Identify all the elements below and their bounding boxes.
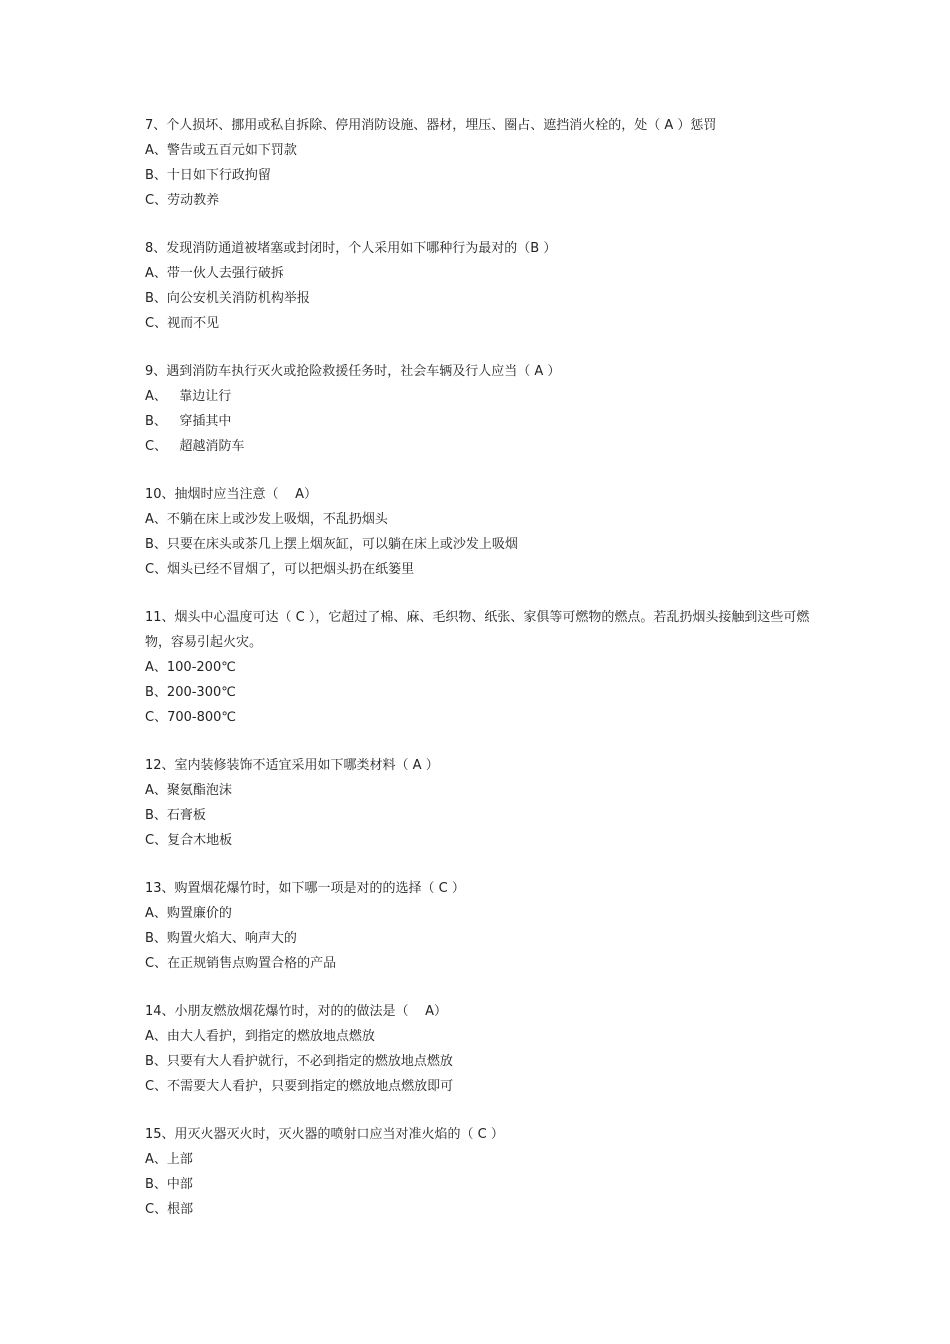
question-stem: 8、发现消防通道被堵塞或封闭时，个人采用如下哪种行为最对的（B ） [145,241,557,256]
question-stem: 15、用灭火器灭火时，灭火器的喷射口应当对准火焰的（ C ） [145,1127,504,1142]
option-c: C、 超越消防车 [145,439,245,454]
option-a: A、购置廉价的 [145,906,232,921]
document-page [145,113,825,1245]
option-a: A、不躺在床上或沙发上吸烟，不乱扔烟头 [145,512,388,527]
option-b: B、购置火焰大、响声大的 [145,931,297,946]
option-c: C、烟头已经不冒烟了，可以把烟头扔在纸篓里 [145,562,415,577]
option-c: C、根部 [145,1202,194,1217]
option-b: B、只要有大人看护就行，不必到指定的燃放地点燃放 [145,1054,453,1069]
question-9 [145,359,825,459]
question-15 [145,1122,825,1222]
option-b: B、 穿插其中 [145,414,232,429]
question-10 [145,482,825,582]
question-13 [145,876,825,976]
question-stem: 12、室内装修装饰不适宜采用如下哪类材料（ A ） [145,758,439,773]
option-b: B、向公安机关消防机构举报 [145,291,310,306]
option-a: A、100-200℃ [145,660,236,675]
option-a: A、带一伙人去强行破拆 [145,266,284,281]
option-c: C、在正规销售点购置合格的产品 [145,956,337,971]
question-stem: 11、烟头中心温度可达（ C ），它超过了棉、麻、毛织物、纸张、家俱等可燃物的燃点。若乱扔烟头接触到这些可燃物，容易引起火灾。 [145,610,810,650]
option-a: A、上部 [145,1152,193,1167]
question-stem: 7、个人损坏、挪用或私自拆除、停用消防设施、器材，埋压、圈占、遮挡消火栓的，处（ A ）惩罚 [145,118,717,133]
option-a: A、由大人看护，到指定的燃放地点燃放 [145,1029,375,1044]
question-stem: 14、小朋友燃放烟花爆竹时，对的的做法是（ A） [145,1004,447,1019]
option-c: C、不需要大人看护，只要到指定的燃放地点燃放即可 [145,1079,454,1094]
question-stem: 13、购置烟花爆竹时，如下哪一项是对的的选择（ C ） [145,881,465,896]
option-a: A、聚氨酯泡沫 [145,783,232,798]
option-b: B、十日如下行政拘留 [145,168,271,183]
option-b: B、只要在床头或茶几上摆上烟灰缸，可以躺在床上或沙发上吸烟 [145,537,518,552]
question-11 [145,605,825,730]
option-a: A、 靠边让行 [145,389,232,404]
option-b: B、石膏板 [145,808,206,823]
option-c: C、复合木地板 [145,833,233,848]
question-stem: 9、遇到消防车执行灭火或抢险救援任务时，社会车辆及行人应当（ A ） [145,364,561,379]
option-c: C、劳动教养 [145,193,220,208]
option-b: B、200-300℃ [145,685,236,700]
option-c: C、700-800℃ [145,710,236,725]
question-stem: 10、抽烟时应当注意（ A） [145,487,317,502]
question-8 [145,236,825,336]
question-7 [145,113,825,213]
question-12 [145,753,825,853]
option-c: C、视而不见 [145,316,220,331]
option-a: A、警告或五百元如下罚款 [145,143,297,158]
question-14 [145,999,825,1099]
option-b: B、中部 [145,1177,193,1192]
